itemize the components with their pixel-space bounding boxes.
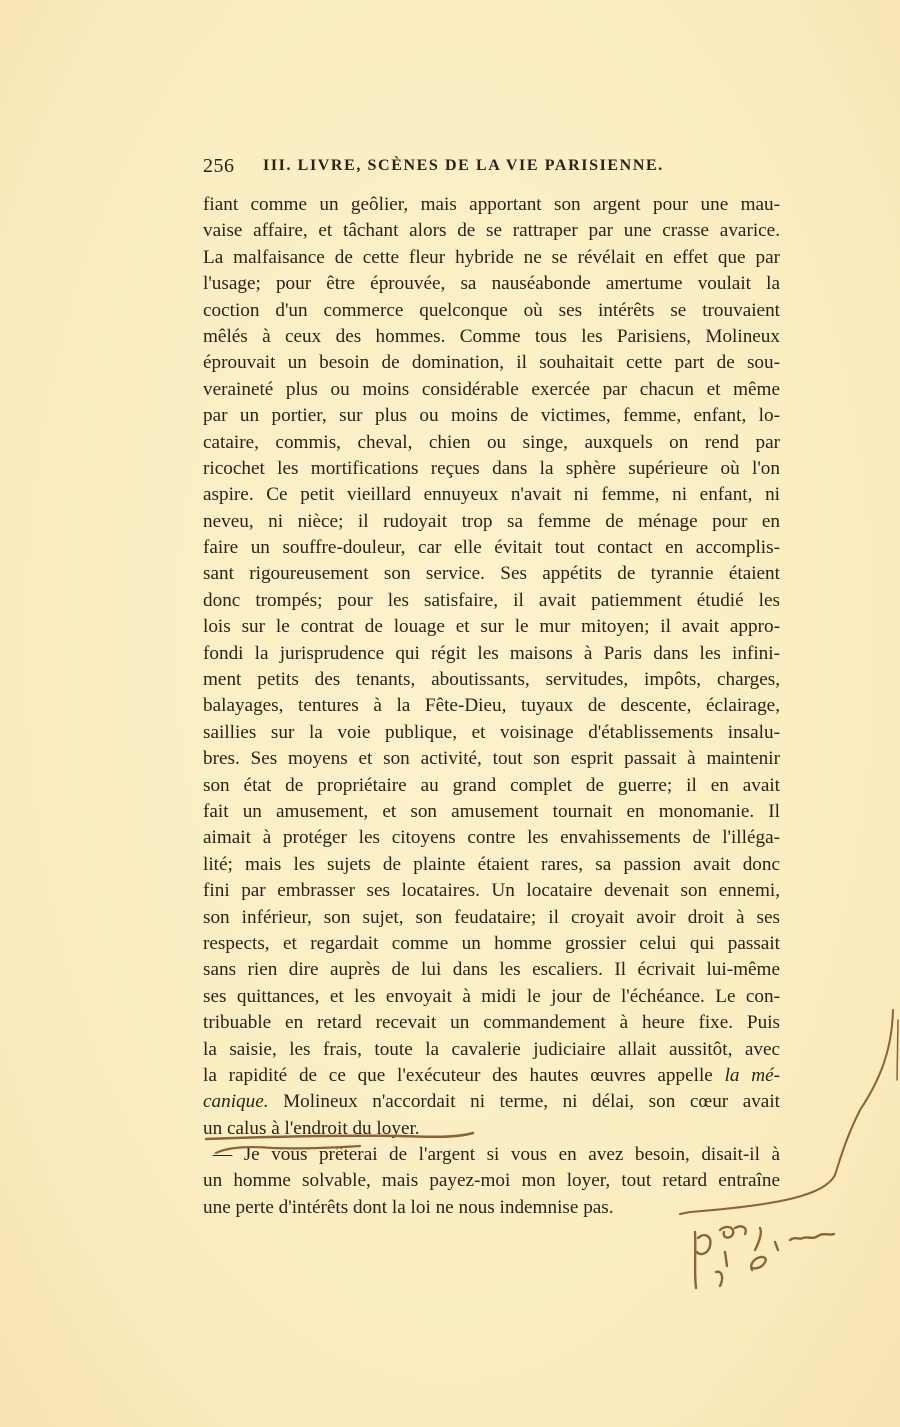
underline-mark <box>206 1133 473 1139</box>
line-text: son inférieur, son sujet, son feudataire; il croyait avoir droit à ses <box>203 906 780 928</box>
margin-bracket-line <box>680 1010 893 1214</box>
line-text: coction d'un commerce quelconque où ses intérêts se trouvaient <box>203 299 780 321</box>
line-text: fini par embrasser ses locataires. Un locataire devenait son ennemi, <box>203 880 780 902</box>
line-text: lois sur le contrat de louage et sur le mur mitoyen; il avait appro- <box>203 616 780 638</box>
underline-hook <box>216 1146 360 1153</box>
line-text: aimait à protéger les citoyens contre les envahissements de l'illéga- <box>203 827 780 849</box>
line-text: bres. Ses moyens et son activité, tout son esprit passait à maintenir <box>203 748 780 770</box>
line-text: neveu, ni nièce; il rudoyait trop sa femme de ménage pour en <box>203 510 780 532</box>
line-text: fait un amusement, et son amusement tournait en monomanie. Il <box>203 800 780 822</box>
line-text: par un portier, sur plus ou moins de victimes, femme, enfant, lo- <box>203 405 780 427</box>
right-margin-tick <box>897 1020 898 1080</box>
line-text: donc trompés; pour les satisfaire, il avait patiemment étudié les <box>203 589 780 611</box>
italic-text: canique. <box>203 1091 269 1113</box>
line-text: la rapidité de ce que l'exécuteur des hautes œuvres appelle <box>203 1064 725 1086</box>
line-text: aspire. Ce petit vieillard ennuyeux n'avait ni femme, ni enfant, ni <box>203 484 780 506</box>
line-text: lité; mais les sujets de plainte étaient rares, sa passion avait donc <box>203 853 780 875</box>
line-text: tribuable en retard recevait un commandement à heure fixe. Puis <box>203 1012 780 1034</box>
line-text: — Je vous prêterai de l'argent si vous en avez besoin, disait-il à <box>213 1144 780 1166</box>
line-text: veraineté plus ou moins considérable exercée par chacun et même <box>203 378 780 400</box>
line-text: La malfaisance de cette fleur hybride ne se révélait en effet que par <box>203 246 780 268</box>
line-text: fondi la jurisprudence qui régit les maisons à Paris dans les infini- <box>203 642 780 664</box>
line-text: éprouvait un besoin de domination, il souhaitait cette part de sou- <box>203 352 780 374</box>
line-text: Molineux n'accordait ni terme, ni délai, son cœur avait <box>268 1091 780 1113</box>
line-text: ses quittances, et les envoyait à midi le jour de l'échéance. Le con- <box>203 985 780 1007</box>
line-text: cataire, commis, cheval, chien ou singe, auxquels on rend par <box>203 431 780 453</box>
line-text: sans rien dire auprès de lui dans les escaliers. Il écrivait lui-même <box>203 959 780 981</box>
line-text: mêlés à ceux des hommes. Comme tous les Parisiens, Molineux <box>203 325 780 347</box>
line-text: la saisie, les frais, toute la cavalerie judiciaire allait aussitôt, avec <box>203 1038 780 1060</box>
line-text: vaise affaire, et tâchant alors de se rattraper par une crasse avarice. <box>203 220 780 242</box>
line-text: une perte d'intérêts dont la loi ne nous indemnise pas. <box>203 1196 614 1218</box>
signature <box>695 1226 834 1288</box>
line-text: son état de propriétaire au grand complet de guerre; il en avait <box>203 774 780 796</box>
page-number: 256 <box>203 155 235 177</box>
running-title: III. LIVRE, SCÈNES DE LA VIE PARISIENNE. <box>263 157 664 174</box>
line-text: fiant comme un geôlier, mais apportant son argent pour une mau- <box>203 194 780 215</box>
line-text: un homme solvable, mais payez-moi mon loyer, tout retard entraîne <box>203 1170 780 1192</box>
line-text: saillies sur la voie publique, et voisinage d'établissements insalu- <box>203 721 780 743</box>
italic-text: la mé- <box>724 1064 780 1086</box>
line-text: l'usage; pour être éprouvée, sa nauséabonde amertume voulait la <box>203 273 780 295</box>
line-text: faire un souffre-douleur, car elle évitait tout contact en accomplis- <box>203 537 780 559</box>
line-text: balayages, tentures à la Fête-Dieu, tuyaux de descente, éclairage, <box>203 695 780 717</box>
line-text: ment petits des tenants, aboutissants, servitudes, impôts, charges, <box>203 669 780 691</box>
line-text: ricochet les mortifications reçues dans la sphère supérieure où l'on <box>203 457 780 479</box>
line-text: sant rigoureusement son service. Ses appétits de tyrannie étaient <box>203 563 780 585</box>
line-text: respects, et regardait comme un homme grossier celui qui passait <box>203 932 780 954</box>
line-text: un calus à l'endroit du loyer. <box>203 1117 420 1139</box>
